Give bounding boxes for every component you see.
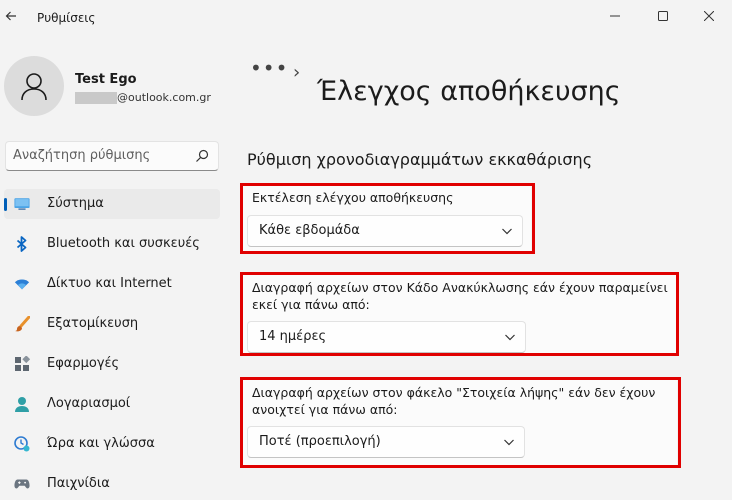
sidebar-item-label: Εξατομίκευση bbox=[47, 316, 139, 331]
recycle-bin-dropdown[interactable] bbox=[247, 321, 526, 353]
maximize-icon bbox=[658, 11, 668, 21]
sidebar-item-label: Εφαρμογές bbox=[47, 356, 120, 371]
sidebar-item-label: Ώρα και γλώσσα bbox=[47, 436, 155, 451]
app-title: Ρυθμίσεις bbox=[37, 11, 96, 25]
system-icon bbox=[14, 196, 30, 212]
setting-card-run-storage-sense bbox=[243, 185, 531, 253]
sidebar-item-gaming[interactable] bbox=[4, 469, 220, 499]
sidebar-item-label: Σύστημα bbox=[47, 196, 104, 211]
brush-icon bbox=[14, 316, 30, 332]
breadcrumb-more-button[interactable]: ••• bbox=[250, 56, 289, 80]
gaming-icon bbox=[14, 476, 30, 492]
title-bar bbox=[0, 0, 732, 32]
sidebar-item-label: Λογαριασμοί bbox=[47, 396, 131, 411]
chevron-down-icon bbox=[501, 226, 513, 236]
breadcrumb-separator: › bbox=[293, 62, 301, 83]
user-email: @outlook.com.gr bbox=[117, 91, 211, 104]
wifi-icon bbox=[14, 276, 30, 292]
maximize-button[interactable] bbox=[640, 0, 686, 32]
user-icon bbox=[19, 71, 49, 101]
minimize-icon bbox=[610, 11, 620, 21]
dropdown-value: Κάθε εβδομάδα bbox=[259, 223, 360, 238]
account-icon bbox=[14, 396, 30, 412]
sidebar-item-apps[interactable] bbox=[4, 349, 220, 379]
sidebar-item-time-language[interactable] bbox=[4, 429, 220, 459]
sidebar-item-network[interactable] bbox=[4, 269, 220, 299]
chevron-down-icon bbox=[504, 332, 516, 342]
search-icon[interactable] bbox=[195, 149, 209, 163]
section-title: Ρύθμιση χρονοδιαγραμμάτων εκκαθάρισης bbox=[247, 150, 593, 169]
sidebar-item-bluetooth[interactable] bbox=[4, 229, 220, 259]
sidebar-item-label: Δίκτυο και Internet bbox=[47, 276, 172, 291]
run-storage-sense-dropdown[interactable] bbox=[247, 215, 523, 247]
setting-card-recycle-bin bbox=[243, 275, 676, 355]
back-arrow-icon bbox=[5, 10, 17, 22]
close-icon bbox=[704, 11, 714, 21]
dropdown-value: Ποτέ (προεπιλογή) bbox=[259, 434, 381, 449]
sidebar-item-personalization[interactable] bbox=[4, 309, 220, 339]
bluetooth-icon bbox=[14, 236, 30, 252]
back-button[interactable] bbox=[0, 4, 22, 28]
setting-label: Διαγραφή αρχείων στον Κάδο Ανακύκλωσης εάν έχουν παραμείνει εκεί για πάνω από: bbox=[252, 280, 668, 312]
email-redaction bbox=[75, 92, 117, 104]
setting-card-downloads bbox=[243, 380, 677, 467]
sidebar-item-system[interactable] bbox=[4, 189, 220, 219]
search-box[interactable] bbox=[5, 141, 219, 171]
selection-indicator bbox=[4, 198, 7, 211]
downloads-dropdown[interactable] bbox=[247, 426, 525, 458]
user-name: Test Ego bbox=[75, 72, 137, 87]
dropdown-value: 14 ημέρες bbox=[259, 329, 327, 344]
apps-icon bbox=[14, 356, 30, 372]
avatar[interactable] bbox=[4, 56, 64, 116]
sidebar-item-label: Παιχνίδια bbox=[47, 476, 110, 491]
search-input[interactable] bbox=[13, 148, 188, 163]
minimize-button[interactable] bbox=[592, 0, 638, 32]
time-language-icon bbox=[14, 436, 30, 452]
sidebar-item-accounts[interactable] bbox=[4, 389, 220, 419]
setting-label: Εκτέλεση ελέγχου αποθήκευσης bbox=[252, 190, 454, 205]
close-button[interactable] bbox=[686, 0, 732, 32]
setting-label: Διαγραφή αρχείων στον φάκελο "Στοιχεία λήψης" εάν δεν έχουν ανοιχτεί για πάνω από: bbox=[252, 385, 656, 417]
page-title: Έλεγχος αποθήκευσης bbox=[317, 76, 621, 108]
chevron-down-icon bbox=[503, 437, 515, 447]
sidebar-item-label: Bluetooth και συσκευές bbox=[47, 236, 200, 251]
